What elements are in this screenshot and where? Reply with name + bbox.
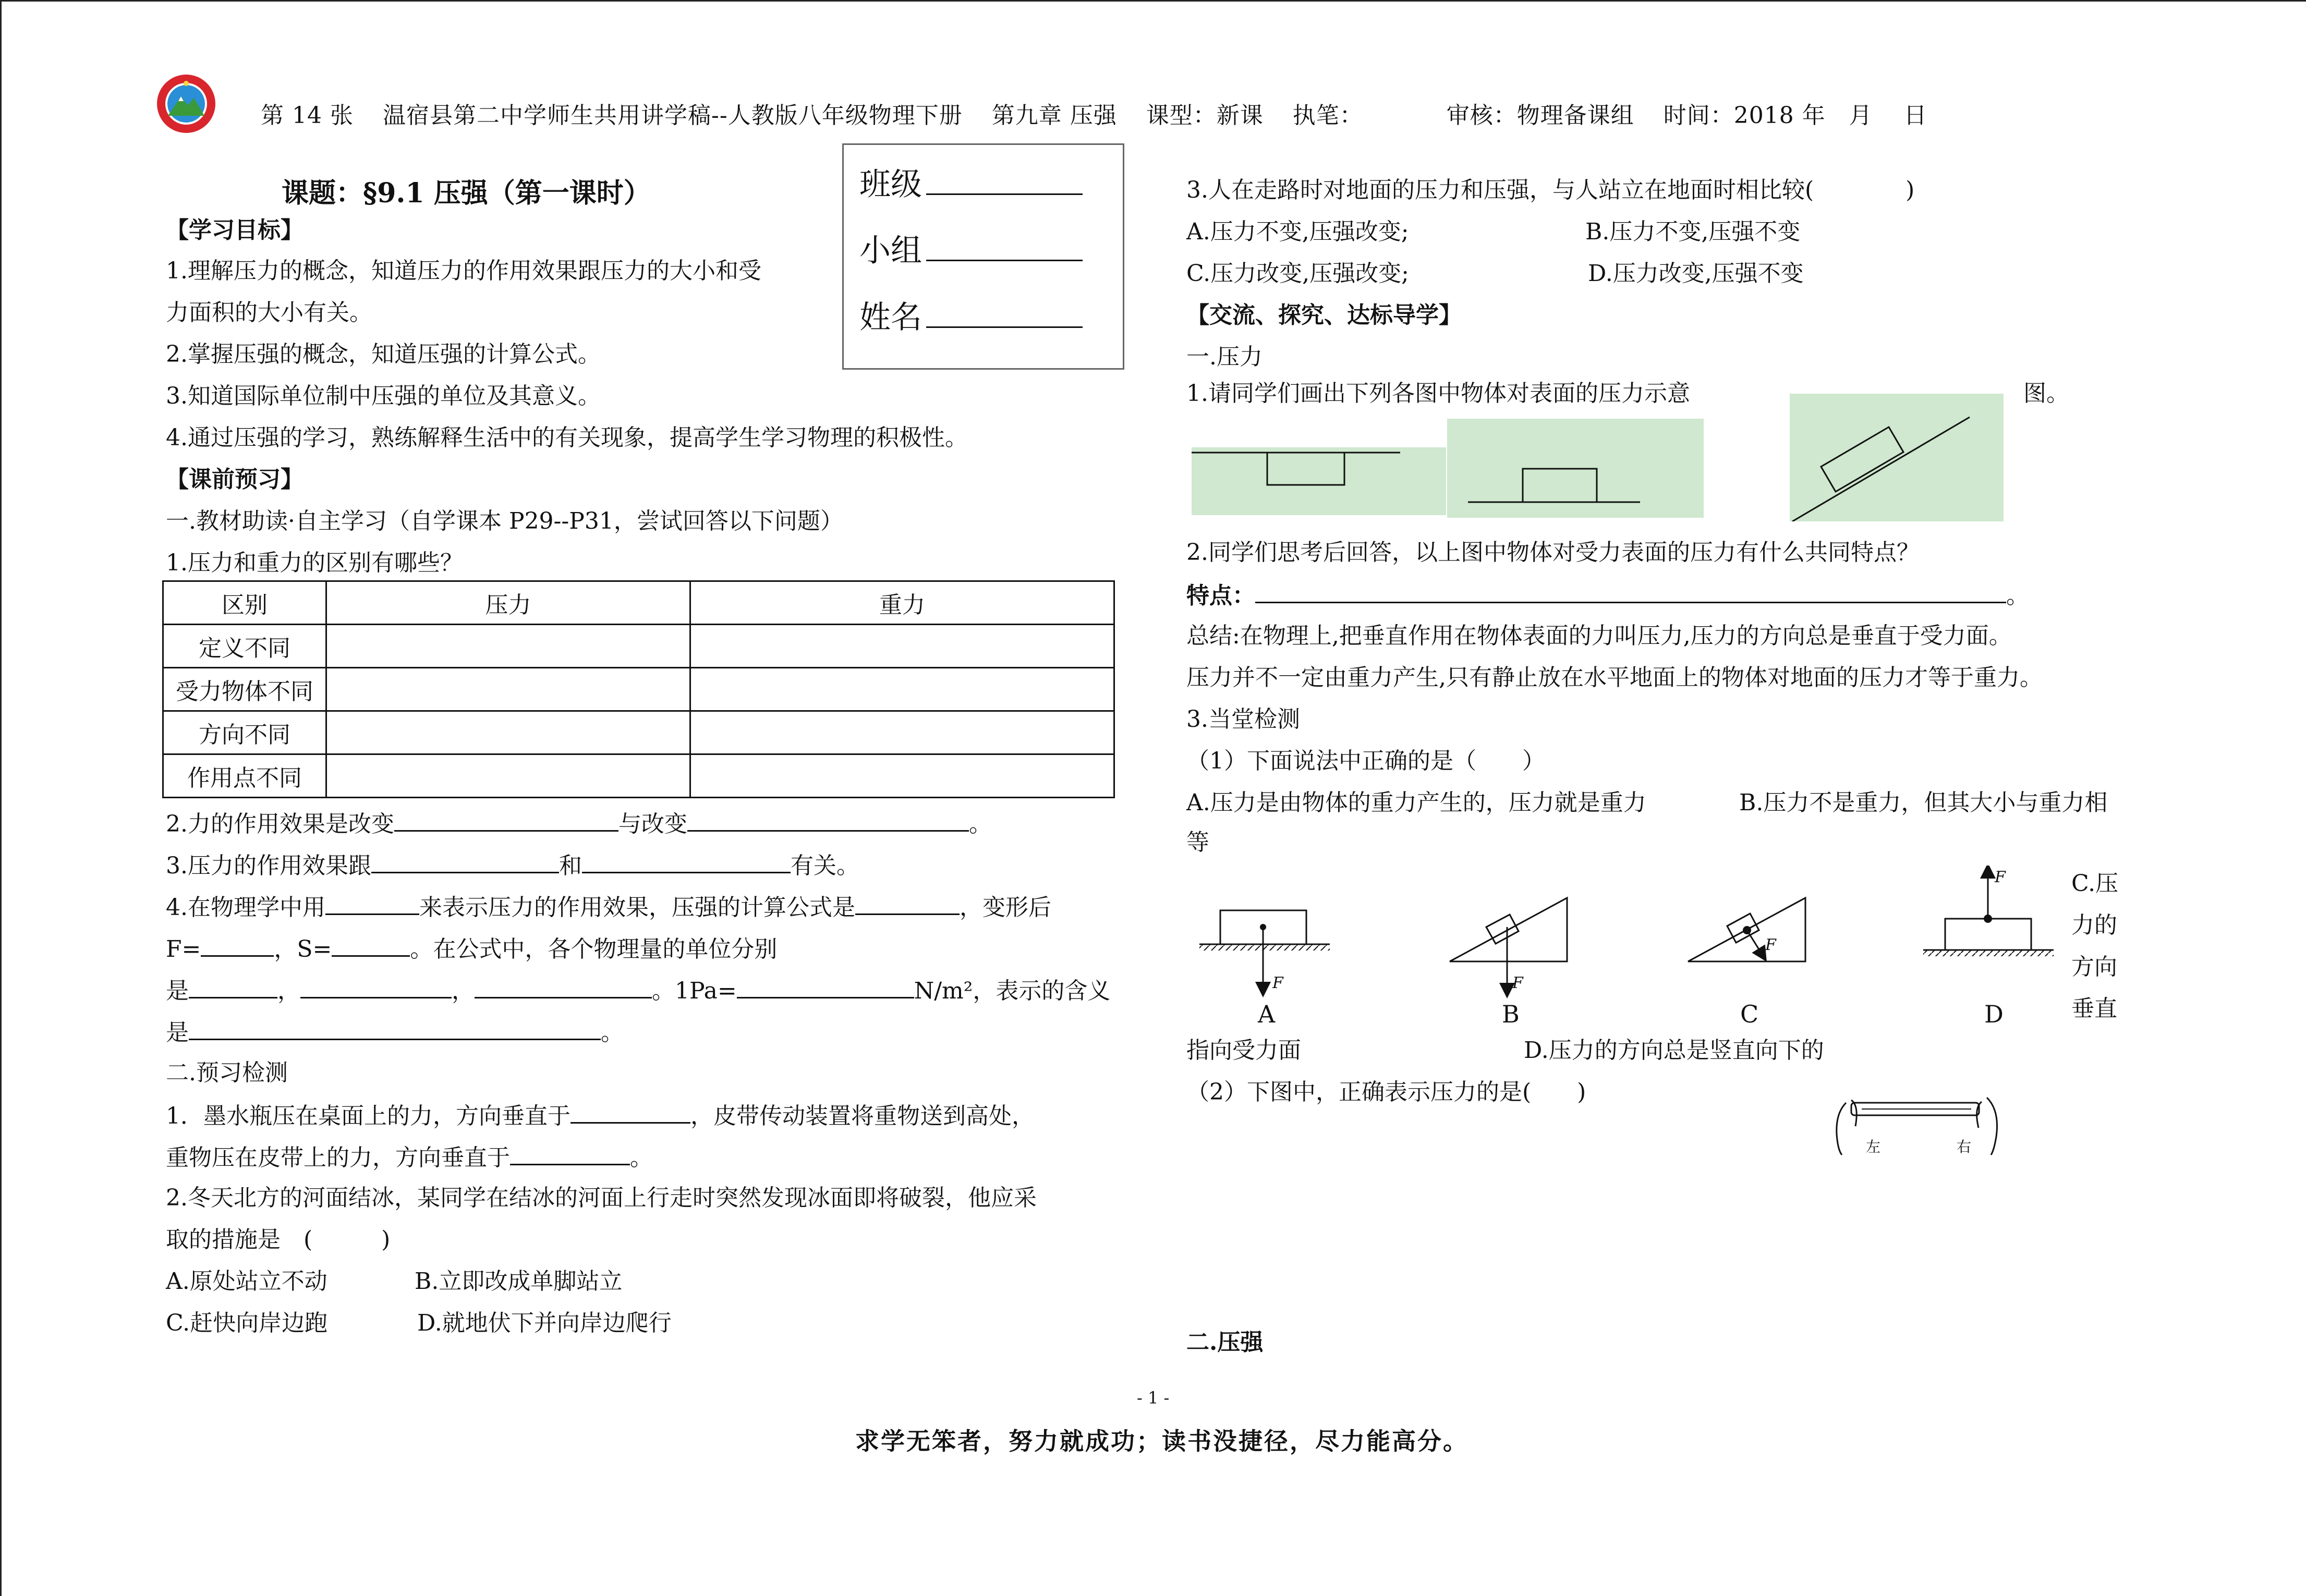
option-c-part5: 指向受力面 [1186, 1037, 1301, 1064]
group-blank[interactable] [926, 229, 1083, 261]
q2-text: 。 [968, 811, 992, 837]
check-2: 2.冬天北方的河面结冰，某同学在结冰的河面上行走时突然发现冰面即将破裂，他应采 [166, 1185, 1037, 1211]
figure-d [1923, 871, 2054, 956]
option-c-part2: 力的 [2071, 912, 2117, 939]
table-header: 区别 [163, 581, 326, 625]
table-row [163, 711, 1114, 754]
goal-4: 4.通过压强的学习，熟练解释生活中的有关现象，提高学生学习物理的积极性。 [166, 424, 968, 451]
student-info-box [842, 143, 1124, 370]
answer-blank[interactable] [394, 807, 618, 832]
page-border [0, 0, 2306, 2]
answer-cell[interactable] [690, 711, 1114, 754]
test-1-option-a: A.压力是由物体的重力产生的，压力就是重力 [1186, 789, 1646, 816]
answer-blank[interactable] [332, 932, 410, 957]
force-label-d: F [1995, 868, 2006, 886]
answer-cell[interactable] [326, 625, 690, 668]
class-label: 班级 [859, 166, 922, 203]
test-1-option-b: B.压力不是重力，但其大小与重力相 [1739, 789, 2108, 816]
c1-text: 1．墨水瓶压在桌面上的力，方向垂直于 [166, 1103, 571, 1129]
q3-text: 和 [559, 852, 582, 879]
c1-text: ，皮带传动装置将重物送到高处， [690, 1103, 1035, 1129]
figure-label-b: B [1502, 1000, 1520, 1028]
name-blank[interactable] [926, 296, 1083, 328]
diagram-submerged [1192, 447, 1446, 515]
goal-2: 2.掌握压强的概念，知道压强的计算公式。 [166, 341, 601, 368]
q2-text: 与改变 [618, 811, 687, 837]
test-heading: 3.当堂检测 [1186, 706, 1300, 733]
diagram-flat [1447, 419, 1704, 518]
answer-cell[interactable] [690, 625, 1114, 668]
q4-text: 。1Pa= [652, 978, 737, 1004]
q3-text: 有关。 [790, 852, 859, 879]
option-b: B.压力不变,压强不变 [1585, 218, 1801, 245]
answer-cell[interactable] [326, 668, 690, 711]
summary-2: 压力并不一定由重力产生,只有静止放在水平地面上的物体对地面的压力才等于重力。 [1186, 664, 2043, 691]
answer-blank[interactable] [475, 974, 652, 998]
section-pressure-force: 一.压力 [1186, 344, 1263, 370]
row-label: 作用点不同 [163, 754, 326, 798]
table-header: 重力 [690, 581, 1114, 625]
test-2: （2）下图中，正确表示压力的是( ) [1186, 1079, 1586, 1105]
q4-text: F= [166, 936, 201, 963]
question-4 [166, 891, 1051, 923]
q4-text: 是 [166, 1019, 189, 1046]
footer-motto: 求学无笨者，努力就成功；读书没捷径，尽力能高分。 [855, 1427, 1468, 1455]
answer-blank[interactable] [300, 974, 452, 998]
c1-text: 。 [630, 1144, 653, 1171]
option-c-part4: 垂直 [2071, 995, 2117, 1022]
q4-text: 4.在物理学中用 [166, 894, 325, 921]
draw-question-end: 图。 [2023, 380, 2069, 407]
check-heading: 二.预习检测 [166, 1059, 288, 1086]
right-hand-label: 右 [1957, 1138, 1972, 1155]
figure-b [1450, 898, 1567, 991]
check-1 [166, 1099, 1035, 1132]
answer-cell[interactable] [690, 754, 1114, 798]
figure-label-a: A [1258, 1000, 1276, 1028]
name-field[interactable] [859, 296, 1083, 336]
figure-label-d: D [1984, 1000, 2004, 1028]
table-row [163, 668, 1114, 711]
summary-1: 总结:在物理上,把垂直作用在物体表面的力叫压力,压力的方向总是垂直于受力面。 [1186, 623, 2012, 649]
c1-text: 重物压在皮带上的力，方向垂直于 [166, 1144, 510, 1171]
preview-heading: 【课前预习】 [166, 466, 304, 493]
name-label: 姓名 [859, 299, 922, 336]
option-d: D.压力改变,压强不变 [1588, 260, 1804, 287]
q4-text: 。在公式中，各个物理量的单位分别 [410, 936, 778, 963]
class-blank[interactable] [926, 163, 1083, 195]
goal-1: 1.理解压力的概念，知道压力的作用效果跟压力的大小和受 [166, 258, 761, 284]
reviewer: 审核：物理备课组 [1446, 102, 1634, 129]
q4-text: 是 [166, 978, 189, 1004]
group-field[interactable] [859, 229, 1083, 269]
author: 执笔： [1292, 102, 1363, 129]
page-number: - 1 - [1137, 1388, 1170, 1408]
option-d: D.就地伏下并向岸边爬行 [417, 1310, 672, 1336]
q3-text: 3.压力的作用效果跟 [166, 852, 371, 879]
check-2-line2: 取的措施是 ( ) [166, 1226, 391, 1253]
question-4-line3 [166, 974, 1110, 1007]
figure-label-c: C [1740, 1000, 1759, 1028]
answer-blank[interactable] [855, 891, 960, 915]
answer-blank[interactable] [687, 807, 969, 832]
answer-blank[interactable] [571, 1099, 690, 1124]
answer-blank[interactable] [371, 849, 559, 873]
diagram-incline [1790, 394, 2004, 521]
answer-blank[interactable] [189, 974, 277, 998]
preview-intro: 一.教材助读·自主学习（自学课本 P29--P31，尝试回答以下问题） [166, 508, 843, 534]
row-label: 受力物体不同 [163, 668, 326, 711]
question-2 [166, 807, 992, 840]
table-row [163, 625, 1114, 668]
option-a: A.压力不变,压强改变; [1186, 218, 1409, 245]
feature-label: 特点： [1186, 582, 1255, 609]
row-label: 定义不同 [163, 625, 326, 668]
figure-c [1688, 898, 1805, 961]
class-field[interactable] [859, 163, 1083, 203]
draw-question: 1.请同学们画出下列各图中物体对表面的压力示意 [1186, 380, 1690, 407]
school-name: 温宿县第二中学师生共用讲学稿--人教版八年级物理下册 [382, 102, 963, 129]
page-border [0, 0, 2, 1596]
force-label-a: F [1272, 974, 1283, 992]
answer-blank[interactable] [582, 849, 791, 873]
q4-text: ，S= [274, 936, 332, 963]
option-b: B.立即改成单脚站立 [415, 1268, 623, 1295]
answer-blank[interactable] [201, 932, 274, 957]
test-1-option-b-cont: 等 [1186, 829, 1209, 856]
check-1-line2 [166, 1141, 653, 1174]
q4-text: 来表示压力的作用效果，压强的计算公式是 [419, 894, 855, 921]
question-4-line4 [166, 1016, 624, 1049]
test-1-option-d: D.压力的方向总是竖直向下的 [1524, 1037, 1824, 1064]
difference-table [162, 580, 1115, 798]
answer-blank[interactable] [510, 1141, 630, 1165]
option-c-part1: C.压 [2071, 870, 2119, 897]
table-header-row [163, 581, 1114, 625]
question-3 [166, 849, 859, 882]
question-1: 1.压力和重力的区别有哪些？ [166, 550, 463, 576]
lesson-title: 课题：§9.1 压强（第一课时） [282, 177, 651, 209]
group-label: 小组 [859, 233, 922, 269]
question-4-line2 [166, 932, 777, 965]
submerged-block-figure [1192, 447, 1446, 515]
q4-text: ，变形后 [959, 894, 1051, 921]
option-c: C.赶快向岸边跑 [166, 1310, 328, 1336]
table-header: 压力 [326, 581, 690, 625]
q4-text: 。 [601, 1019, 624, 1046]
sheet-number: 第 14 张 [261, 102, 354, 129]
goal-3: 3.知道国际单位制中压强的单位及其意义。 [166, 383, 601, 409]
force-label-c: F [1765, 936, 1776, 954]
q4-text: ， [452, 978, 475, 1004]
q4-text: N/m²，表示的含义 [914, 978, 1111, 1004]
answer-blank[interactable] [189, 1016, 601, 1040]
school-logo [152, 73, 220, 135]
option-c-part3: 方向 [2071, 954, 2117, 980]
pencil-hands-figure [1830, 1087, 2008, 1158]
feature-blank[interactable] [1255, 579, 2006, 603]
section-pressure: 二.压强 [1186, 1329, 1264, 1356]
chapter: 第九章 压强 [991, 102, 1117, 129]
lesson-type: 课型：新课 [1146, 102, 1264, 129]
q4-text: ， [277, 978, 300, 1004]
explore-heading: 【交流、探究、达标导学】 [1186, 302, 1462, 328]
table-row [163, 754, 1114, 798]
option-c: C.压力改变,压强改变; [1186, 260, 1409, 287]
force-label-b: F [1512, 974, 1523, 992]
option-a: A.原处站立不动 [166, 1268, 327, 1295]
flat-block-figure [1447, 419, 1704, 518]
row-label: 方向不同 [163, 711, 326, 754]
page-header [261, 96, 1957, 130]
figure-a [1199, 910, 1330, 990]
answer-cell[interactable] [690, 668, 1114, 711]
test-1: （1）下面说法中正确的是（ ） [1186, 748, 1545, 774]
question-3-right: 3.人在走路时对地面的压力和压强，与人站立在地面时相比较( ) [1186, 177, 1915, 203]
goal-1-cont: 力面积的大小有关。 [166, 299, 372, 326]
incline-block-figure [1790, 394, 2004, 521]
date: 时间：2018 年 月 日 [1663, 102, 1927, 129]
feature-end: 。 [2006, 582, 2029, 609]
think-question: 2.同学们思考后回答，以上图中物体对受力表面的压力有什么共同特点？ [1186, 539, 1920, 566]
answer-blank[interactable] [325, 891, 419, 915]
q2-text: 2.力的作用效果是改变 [166, 811, 394, 837]
answer-cell[interactable] [326, 711, 690, 754]
answer-blank[interactable] [737, 974, 914, 998]
answer-cell[interactable] [326, 754, 690, 798]
goals-heading: 【学习目标】 [166, 217, 304, 243]
left-hand-label: 左 [1866, 1138, 1881, 1155]
feature-line [1186, 579, 2029, 612]
